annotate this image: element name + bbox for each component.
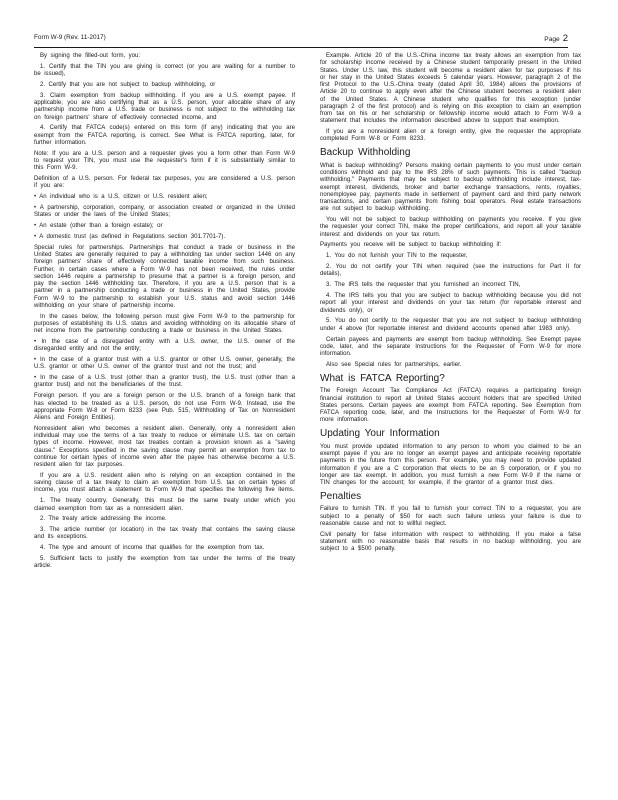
paragraph: 1. Certify that the TIN you are giving is correct (or you are waiting for a number to be issued), (34, 63, 295, 78)
list-item: 5. Sufficient facts to justify the exemption from tax under the terms of the treaty article. (34, 556, 295, 570)
paragraph: Civil penalty for false information with respect to withholding. If you make a false statement with no reasonable basis that results in no backup withholding, you are subject to a $500 penalty. (320, 531, 581, 553)
paragraph: Note: If you are a U.S. person and a requester gives you a form other than Form W-9 to request your TIN, you must use the requester's form if it is substantially similar to this Form W-9. (34, 150, 295, 172)
paragraph: Also see Special rules for partnerships, earlier. (326, 361, 462, 368)
page-number: 2 (562, 33, 568, 44)
list-item: 2. You do not certify your TIN when required (see the instructions for Part II for details), (320, 264, 581, 278)
paragraph: 2. Certify that you are not subject to backup withholding, or (40, 81, 216, 88)
paragraph: Nonresident alien who becomes a resident alien. Generally, only a nonresident alien individual may use the terms of a tax treaty to reduce or eliminate U.S. tax on certain types of income. However, most tax treaties contain a provision known as a "saving clause." Exceptions specified in the saving clause may permit an exemption from tax to continue for certain types of income even after the payee has otherwise become a U.S. resident alien for tax purposes. (34, 425, 295, 469)
list-item: • A domestic trust (as defined in Regulations section 301.7701-7). (34, 233, 226, 240)
paragraph: If you are a U.S. resident alien who is relying on an exception contained in the saving clause of a tax treaty to claim an exemption from U.S. tax on certain types of income, you must attach a statement to Form W-9 that specifies the following five items. (34, 472, 295, 494)
paragraph: Failure to furnish TIN. If you fail to furnish your correct TIN to a requester, you are subject to a penalty of $50 for each such failure unless your failure is due to reasonable cause and not to willful neglect. (320, 506, 581, 527)
list-item: 4. The type and amount of income that qualifies for the exemption from tax. (40, 545, 265, 552)
left-column (34, 53, 295, 574)
paragraph: What is backup withholding? Persons making certain payments to you must under certain conditions withhold and pay to the IRS 28% of such payments. This is called "backup withholding." Payments that may be subject to backup withholding include interest, tax-exempt interest, dividends, broker and barter exchange transactions, rents, royalties, nonemployee pay, payments made in settlement of payment card and third party network transactions, and certain payments from fishing boat operators. Real estate transactions are not subject to backup withholding. (320, 162, 581, 213)
paragraph: Special rules for partnerships. Partnerships that conduct a trade or business in the United States are generally required to pay a withholding tax under section 1446 on any foreign partners' share of effectively connected taxable income from such business. Further, in certain cases where a Form W-9 has not been received, the rules under section 1446 require a partnership to presume that a partner is a foreign person, and pay the section 1446 withholding tax. Therefore, if you are a U.S. person that is a partner in a partnership conducting a trade or business in the United States, provide Form W-9 to the partnership to establish your U.S. status and avoid section 1446 withholding on your share of partnership income. (34, 244, 295, 309)
paragraph: Payments you receive will be subject to backup withholding if: (320, 242, 502, 249)
paragraph: You must provide updated information to any person to whom you claimed to be an exempt payee if you are no longer an exempt payee and anticipate receiving reportable payments in the future from this person. For example, you may need to provide updated information if you are a C corporation that elects to be an S corporation, or if you no longer are tax exempt. In addition, you must furnish a new Form W-9 if the name or TIN changes for the account; for example, if the grantor of a grantor trust dies. (320, 443, 581, 486)
list-item: 5. You do not certify to the requester that you are not subject to backup withholding under 4 above (for reportable interest and dividend accounts opened after 1983 only). (320, 318, 581, 332)
header-rule (34, 47, 568, 48)
paragraph: You will not be subject to backup withholding on payments you receive. If you give the requester your correct TIN, make the proper certifications, and report all your taxable interest and dividends on your tax return. (320, 217, 581, 238)
paragraph: In the cases below, the following person must give Form W-9 to the partnership for purposes of establishing its U.S. status and avoiding withholding on its allocable share of net income from the partnership conducting a trade or business in the United States. (34, 313, 295, 335)
page-label: Page (544, 36, 560, 43)
list-item: 2. The treaty article addressing the income. (40, 516, 167, 523)
list-item: 1. You do not furnish your TIN to the requester, (326, 253, 468, 260)
form-label: Form W-9 (Rev. 11-2017) (34, 34, 106, 41)
list-item: • An individual who is a U.S. citizen or U.S. resident alien; (34, 194, 208, 201)
page-header (34, 34, 568, 48)
list-item: 1. The treaty country. Generally, this must be the same treaty under which you claimed exemption from tax as a nonresident alien. (34, 498, 295, 512)
list-item: 4. The IRS tells you that you are subject to backup withholding because you did not report all your interest and dividends on your tax return (for reportable interest and dividends only), or (320, 293, 581, 314)
paragraph: By signing the filled-out form, you: (40, 53, 141, 59)
right-column (320, 53, 581, 557)
section-heading: What is FATCA Reporting? (320, 372, 445, 384)
list-item: • In the case of a grantor trust with a U.S. grantor or other U.S. owner, generally, the U.S. grantor or other U.S. owner of the grantor trust and not the trust; and (34, 357, 295, 371)
paragraph: Certain payees and payments are exempt from backup withholding. See Exempt payee code, later, and the separate Instructions for the Requester of Form W-9 for more information. (320, 336, 581, 358)
list-item: • In the case of a disregarded entity with a U.S. owner, the U.S. owner of the disregarded entity and not the entity; (34, 338, 295, 353)
section-heading: Penalties (320, 490, 362, 502)
paragraph: Example. Article 20 of the U.S.-China income tax treaty allows an exemption from tax for scholarship income received by a Chinese student temporarily present in the United States. Under U.S. law, this student will become a resident alien for tax purposes if his or her stay in the United States exceeds 5 calendar years. However, paragraph 2 of the first Protocol to the U.S.-China treaty (dated April 30, 1984) allows the provisions of Article 20 to continue to apply even after the Chinese student becomes a resident alien of the United States. A Chinese student who qualifies for this exception (under paragraph 2 of the first protocol) and is relying on this exception to claim an exemption from tax on his or her scholarship or fellowship income would attach to Form W-9 a statement that includes the information described above to support that exemption. (320, 53, 581, 125)
paragraph: 3. Claim exemption from backup withholding. If you are a U.S. exempt payee. If applicable, you are also certifying that as a U.S. person, your allocable share of any partnership income from a U.S. trade or business is not subject to the withholding tax on foreign partners' share of effectively connected income, and (34, 92, 295, 121)
paragraph: 4. Certify that FATCA code(s) entered on this form (if any) indicating that you are exempt from the FATCA reporting, is correct. See What is FATCA reporting, later, for further information. (34, 125, 295, 146)
list-item: 3. The IRS tells the requester that you furnished an incorrect TIN, (326, 282, 521, 289)
paragraph: Foreign person. If you are a foreign person or the U.S. branch of a foreign bank that has elected to be treated as a U.S. person, do not use Form W-9. Instead, use the appropriate Form W-8 or Form 8233 (see Pub. 515, Withholding of Tax on Nonresident Aliens and Foreign Entities). (34, 393, 295, 421)
paragraph: If you are a nonresident alien or a foreign entity, give the requester the appropriate completed Form W-8 or Form 8233. (320, 129, 581, 143)
list-item: • A partnership, corporation, company, or association created or organized in the United States or under the laws of the United States; (34, 205, 295, 219)
page-indicator (544, 33, 568, 44)
paragraph: Definition of a U.S. person. For federal tax purposes, you are considered a U.S. person if you are: (34, 176, 295, 190)
list-item: 3. The article number (or location) in the tax treaty that contains the saving clause and its exceptions. (34, 527, 295, 541)
list-item: • An estate (other than a foreign estate); or (34, 223, 163, 230)
section-heading: Backup Withholding (320, 147, 411, 159)
list-item: • In the case of a U.S. trust (other than a grantor trust), the U.S. trust (other than a grantor trust) and not the beneficiaries of the trust. (34, 375, 295, 389)
section-heading: Updating Your Information (320, 428, 440, 440)
paragraph: The Foreign Account Tax Compliance Act (FATCA) requires a participating foreign financial institution to report all United States account holders that are specified United States persons. Certain payees are exempt from FATCA reporting. See Exemption from FATCA reporting code, later, and the Instructions for the Requester of Form W-9 for more information. (320, 388, 581, 424)
